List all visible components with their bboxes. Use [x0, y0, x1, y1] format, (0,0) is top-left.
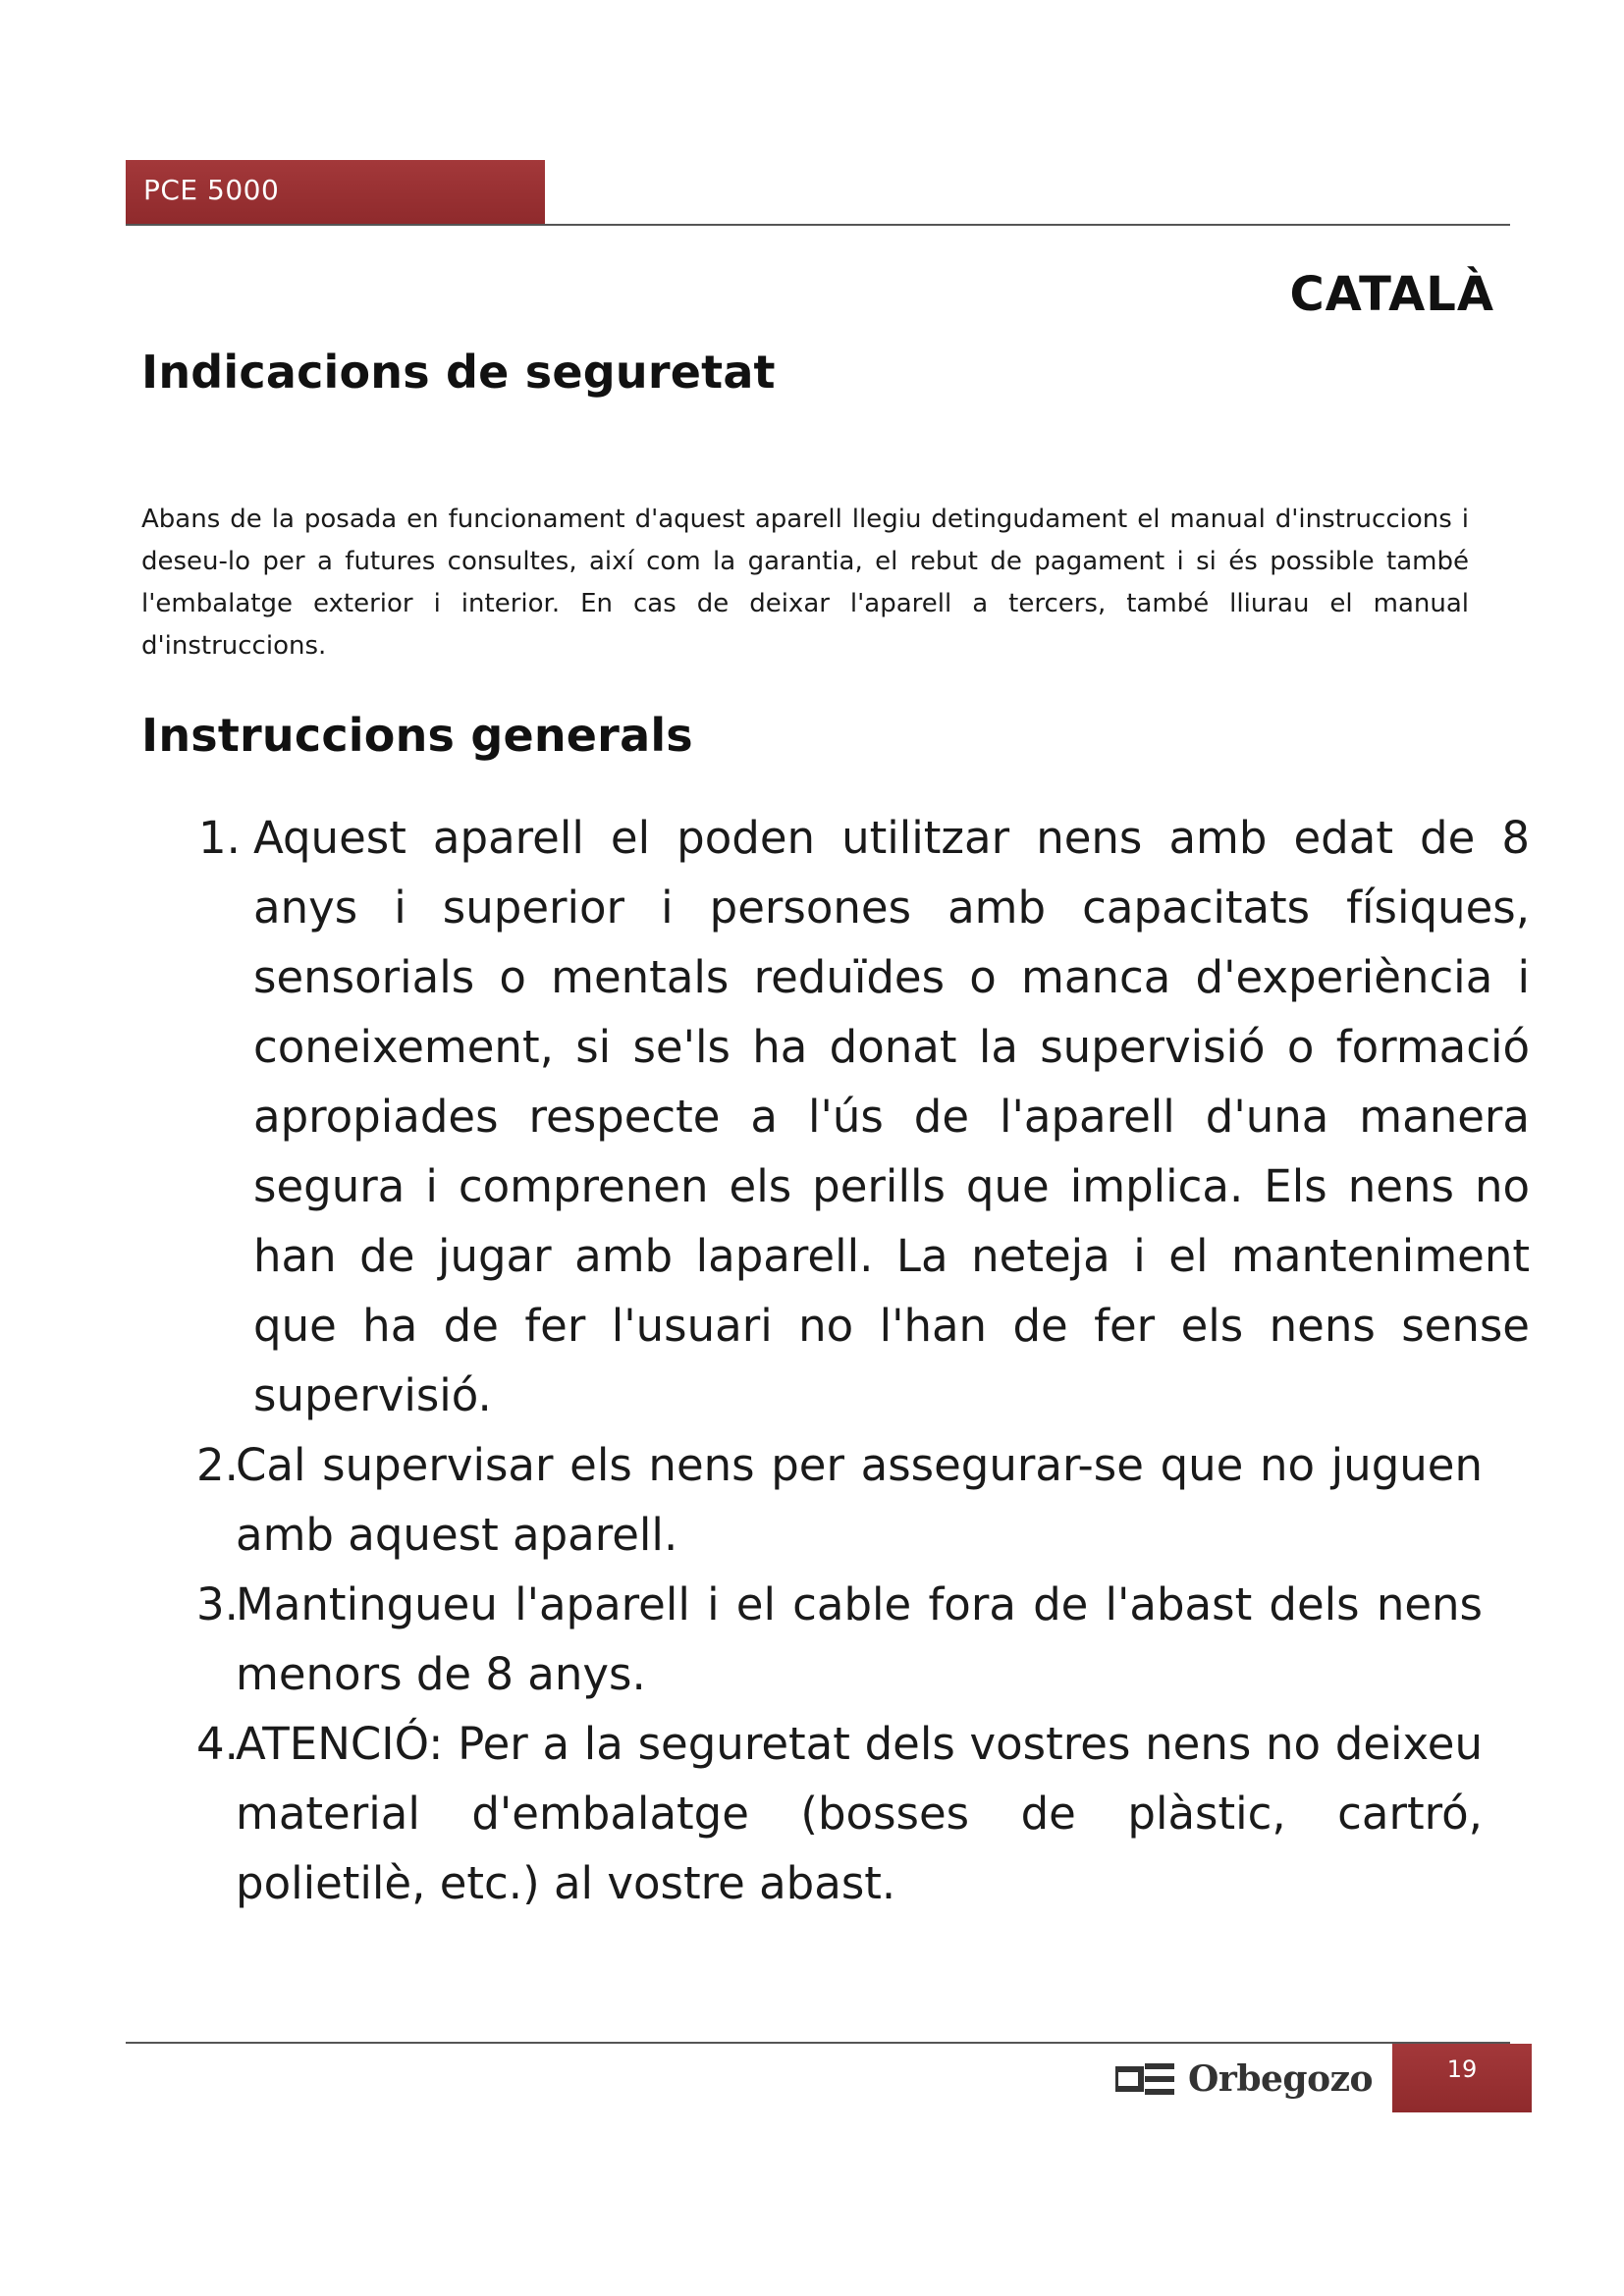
brand-mark-icon	[1115, 2063, 1174, 2095]
general-heading: Instruccions generals	[141, 709, 693, 762]
list-item	[187, 1570, 1483, 1709]
safety-heading: Indicacions de seguretat	[141, 346, 776, 399]
list-item	[187, 803, 1530, 1430]
model-label: PCE 5000	[143, 174, 280, 206]
item-number: 3.	[196, 1578, 239, 1630]
page-number: 19	[1446, 2056, 1478, 2083]
safety-intro: Abans de la posada en funcionament d'aquest aparell llegiu detingudament el manual d'instruccions i deseu-lo per a futures consultes, així com la garantia, el rebut de pagament i si és possible també l'embalatge exterior i interior. En cas de deixar l'aparell a tercers, també lliurau el manual d'instruccions.	[141, 505, 1469, 661]
item-text: Aquest aparell el poden utilitzar nens amb edat de 8 anys i superior i persones amb capacitats físiques, sensorials o mentals reduïdes o manca d'experiència i coneixement, si se'ls ha donat la supervisió o formació apropiades respecte a l'ús de l'aparell d'una manera segura i comprenen els perills que implica. Els nens no han de jugar amb laparell. La neteja i el manteniment que ha de fer l'usuari no l'han de fer els nens sense supervisió.	[253, 812, 1530, 1421]
item-number: 2.	[196, 1439, 239, 1491]
item-text: Mantingueu l'aparell i el cable fora de l'abast dels nens menors de 8 anys.	[236, 1578, 1483, 1700]
item-number: 4.	[196, 1718, 239, 1770]
instructions-list	[187, 803, 1532, 1918]
list-item	[187, 1709, 1483, 1918]
brand-logo	[1115, 2057, 1373, 2101]
brand-name: Orbegozo	[1188, 2058, 1374, 2100]
item-text: Cal supervisar els nens per assegurar-se que no juguen amb aquest aparell.	[236, 1439, 1483, 1561]
language-title: CATALÀ	[1289, 267, 1494, 322]
item-number: 1.	[198, 812, 241, 864]
item-text: ATENCIÓ: Per a la seguretat dels vostres nens no deixeu material d'embalatge (bosses de plàstic, cartró, polietilè, etc.) al vostre abast.	[236, 1718, 1483, 1909]
list-item	[187, 1430, 1483, 1570]
footer-divider	[126, 2042, 1510, 2044]
header-divider	[126, 224, 1510, 226]
